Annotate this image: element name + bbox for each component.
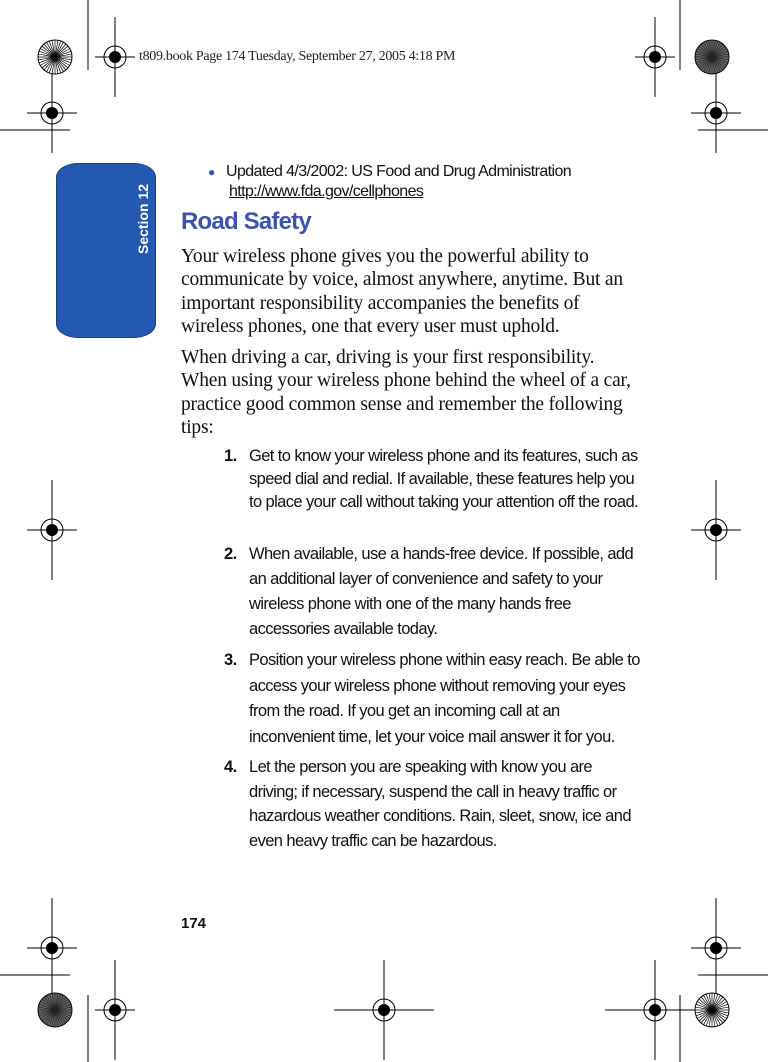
- bullet-icon: ●: [208, 165, 215, 179]
- target-dot-icon: [710, 107, 722, 119]
- bullet-text: Updated 4/3/2002: US Food and Drug Administration: [226, 163, 572, 180]
- fda-link[interactable]: http://www.fda.gov/cellphones: [229, 183, 424, 200]
- target-dot-icon: [46, 524, 58, 536]
- page-heading: Road Safety: [181, 208, 311, 235]
- target-dot-icon: [46, 942, 58, 954]
- target-dot-icon: [109, 51, 121, 63]
- section-tab: [56, 163, 156, 338]
- print-header: t809.book Page 174 Tuesday, September 27, 2005 4:18 PM: [139, 49, 456, 64]
- target-dot-icon: [710, 524, 722, 536]
- target-dot-icon: [109, 1004, 121, 1016]
- target-dot-icon: [649, 51, 661, 63]
- page-number: 174: [181, 915, 207, 932]
- section-label: Section 12: [135, 183, 151, 254]
- target-dot-icon: [710, 942, 722, 954]
- driving-paragraph: When driving a car, driving is your first responsibility. When using your wireless phone behind the wheel of a car, practice good common sense and remember the following tips:: [181, 347, 631, 438]
- target-dot-icon: [46, 107, 58, 119]
- target-dot-icon: [378, 1004, 390, 1016]
- target-dot-icon: [649, 1004, 661, 1016]
- intro-paragraph: Your wireless phone gives you the powerful ability to communicate by voice, almost anywhere, anytime. But an important responsibility accompanies the benefits of wireless phones, one that every user must uphold.: [181, 246, 623, 337]
